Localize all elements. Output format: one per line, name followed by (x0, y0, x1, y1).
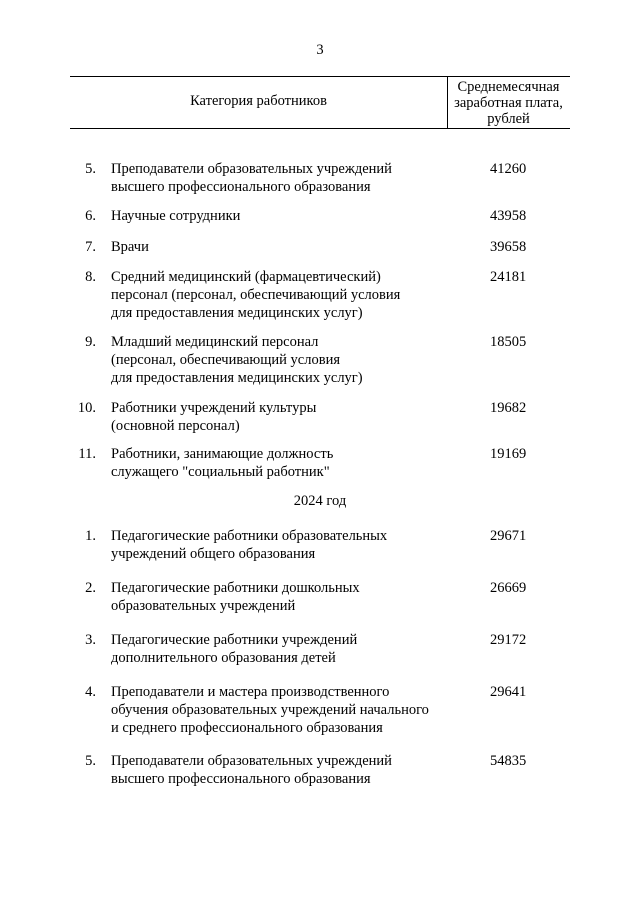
row-category: Младший медицинский персонал (персонал, обеспечивающий условия для предоставления медицинских услуг) (111, 334, 363, 386)
row-number: 4. (85, 684, 96, 700)
row-number: 5. (85, 161, 96, 177)
row-number: 1. (85, 528, 96, 544)
row-number: 6. (85, 208, 96, 224)
row-number: 11. (78, 446, 96, 462)
row-category: Преподаватели и мастера производственного обучения образовательных учреждений начального и среднего профессионального образования (111, 684, 429, 736)
row-category: Работники учреждений культуры (основной персонал) (111, 400, 317, 434)
row-salary: 29671 (490, 528, 527, 544)
row-salary: 39658 (490, 239, 527, 255)
header-salary: Среднемесячная заработная плата, рублей (454, 79, 563, 127)
table-header-bottom-rule (70, 128, 570, 129)
row-category: Педагогические работники дошкольных образовательных учреждений (111, 580, 360, 614)
row-category: Педагогические работники образовательных учреждений общего образования (111, 528, 388, 562)
row-salary: 43958 (490, 208, 527, 224)
row-number: 8. (85, 269, 96, 285)
row-category: Средний медицинский (фармацевтический) персонал (персонал, обеспечивающий условия для предоставления медицинских услуг) (111, 269, 401, 321)
row-category: Работники, занимающие должность служащего "социальный работник" (111, 446, 334, 480)
row-category: Научные сотрудники (111, 208, 241, 224)
year-heading: 2024 год (293, 493, 347, 509)
row-salary: 26669 (490, 580, 527, 596)
row-number: 9. (85, 334, 96, 350)
row-salary: 19682 (490, 400, 527, 416)
row-category: Преподаватели образовательных учреждений высшего профессионального образования (111, 161, 392, 195)
row-salary: 19169 (490, 446, 527, 462)
row-number: 7. (85, 239, 96, 255)
row-category: Преподаватели образовательных учреждений высшего профессионального образования (111, 753, 392, 787)
table-top-rule (70, 76, 570, 77)
row-category: Врачи (111, 239, 149, 255)
page-number: 3 (316, 42, 324, 58)
row-salary: 29641 (490, 684, 527, 700)
row-number: 2. (85, 580, 96, 596)
header-category: Категория работников (190, 93, 327, 109)
row-salary: 29172 (490, 632, 527, 648)
row-number: 5. (85, 753, 96, 769)
row-salary: 41260 (490, 161, 527, 177)
row-salary: 24181 (490, 269, 527, 285)
row-number: 10. (77, 400, 96, 416)
row-category: Педагогические работники учреждений дополнительного образования детей (111, 632, 358, 666)
row-number: 3. (85, 632, 96, 648)
row-salary: 18505 (490, 334, 527, 350)
row-salary: 54835 (490, 753, 527, 769)
